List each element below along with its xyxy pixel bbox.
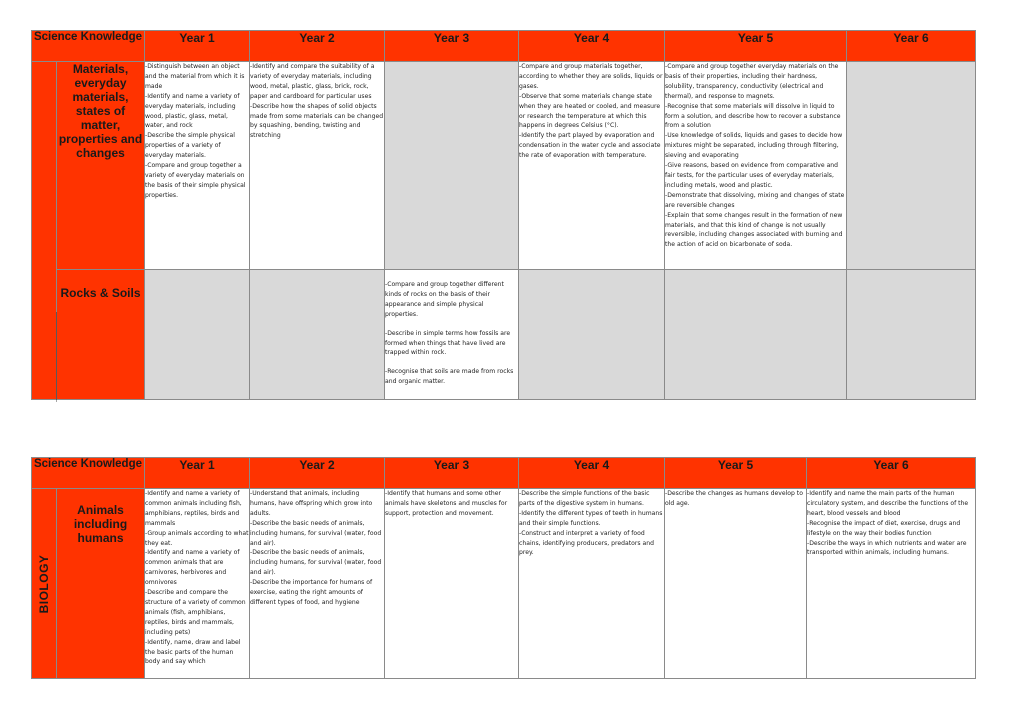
empty-cell	[665, 270, 847, 400]
empty-cell	[385, 62, 519, 270]
cell-line: -Identify the part played by evaporation and condensation in the water cycle and associate the rate of evaporation with temperature.	[519, 132, 661, 160]
year-2-header: Year 2	[250, 458, 385, 489]
year-1-header: Year 1	[145, 31, 250, 62]
cell-line: -Describe the changes as humans develop to old age.	[665, 490, 803, 507]
empty-cell	[847, 62, 976, 270]
cell-line: -Compare and group materials together, according to whether they are solids, liquids or gases.	[519, 63, 663, 90]
cell-line: -Describe the basic needs of animals, including humans, for survival (water, food and air).	[250, 549, 382, 577]
cell-line: -Identify the different types of teeth in humans and their simple functions.	[519, 509, 663, 527]
cell-line: -Identify and name the main parts of the human circulatory system, and describe the functions of the heart, blood vessels and blood	[807, 490, 969, 517]
cell-line: -Recognise that soils are made from rocks and organic matter.	[385, 368, 514, 386]
cell-line: -Identify and compare the suitability of a variety of everyday materials, including wood, metal, plastic, glass, brick, rock, paper and cardboard for particular uses	[250, 63, 375, 100]
cell	[250, 62, 385, 270]
spacer	[385, 358, 518, 367]
cell-line: -Group animals according to what they eat.	[145, 529, 249, 547]
cell-line: -Identify and name a variety of everyday materials, including wood, plastic, glass, metal, water, and rock	[145, 92, 240, 130]
header-row	[32, 458, 976, 489]
cell-line: -Describe the simple physical properties of a variety of everyday materials.	[145, 132, 235, 160]
topic-materials: Materials, everyday materials, states of matter, properties and changes	[57, 62, 145, 270]
table-row	[32, 270, 976, 400]
cell-line: -Explain that some changes result in the formation of new materials, and that this kind of change is not usually reversible, including changes associated with burning and the action of acid on bicarbonate of soda.	[665, 211, 843, 249]
curriculum-table-materials	[31, 30, 976, 400]
biology-label: BIOLOGY	[37, 554, 51, 613]
cell-line: -Describe the importance for humans of exercise, eating the right amounts of different types of food, and hygiene	[250, 579, 373, 606]
cell-line: -Describe and compare the structure of a variety of common animals (fish, amphibians, reptiles, birds and mammals, including pets)	[145, 589, 246, 636]
empty-cell	[145, 270, 250, 400]
science-knowledge-header: Science Knowledge	[32, 31, 145, 62]
cell	[385, 270, 519, 400]
subject-band	[32, 62, 57, 400]
cell-line: -Identify that humans and some other animals have skeletons and muscles for support, protection and movement.	[385, 490, 508, 517]
cell	[145, 62, 250, 270]
year-2-header: Year 2	[250, 31, 385, 62]
cell-line: -Describe how the shapes of solid objects made from some materials can be changed by squashing, bending, twisting and stretching	[250, 102, 384, 140]
cell	[385, 489, 519, 679]
cell-line: -Use knowledge of solids, liquids and gases to decide how mixtures might be separated, including through filtering, sieving and evaporating	[665, 132, 843, 160]
cell-line: -Identify and name a variety of common animals including fish, amphibians, reptiles, birds and mammals	[145, 490, 242, 527]
year-3-header: Year 3	[385, 31, 519, 62]
cell	[807, 489, 976, 679]
science-knowledge-header: Science Knowledge	[32, 458, 145, 489]
cell-line: -Describe the simple functions of the basic parts of the digestive system in humans.	[519, 490, 650, 507]
cell-line: -Construct and interpret a variety of food chains, identifying producers, predators and prey.	[519, 529, 654, 557]
cell	[145, 489, 250, 679]
year-6-header: Year 6	[807, 458, 976, 489]
cell	[519, 62, 665, 270]
table-row	[32, 62, 976, 270]
header-row	[32, 31, 976, 62]
cell-line: -Compare and group together a variety of everyday materials on the basis of their simple physical properties.	[145, 162, 246, 199]
table-row	[32, 489, 976, 679]
year-5-header: Year 5	[665, 31, 847, 62]
cell	[250, 489, 385, 679]
topic-animals: Animals including humans	[57, 489, 145, 679]
empty-cell	[519, 270, 665, 400]
cell	[665, 489, 807, 679]
year-3-header: Year 3	[385, 458, 519, 489]
year-5-header: Year 5	[665, 458, 807, 489]
subject-band	[32, 489, 57, 679]
spacer	[385, 320, 518, 329]
cell-line: -Distinguish between an object and the material from which it is made	[145, 63, 245, 90]
year-1-header: Year 1	[145, 458, 250, 489]
cell-line: -Compare and group together everyday materials on the basis of their properties, including their hardness, solubility, transparency, conductivity (electrical and thermal), and response to magnets.	[665, 63, 839, 100]
cell-line: -Identify and name a variety of common animals that are carnivores, herbivores and omnivores	[145, 549, 240, 587]
cell-line: -Understand that animals, including humans, have offspring which grow into adults.	[250, 490, 373, 517]
year-4-header: Year 4	[519, 31, 665, 62]
cell-line: -Describe in simple terms how fossils are formed when things that have lived are trapped within rock.	[385, 329, 511, 357]
year-4-header: Year 4	[519, 458, 665, 489]
cell-line: -Describe the basic needs of animals, including humans, for survival (water, food and air).	[250, 519, 382, 547]
cell-line: -Recognise the impact of diet, exercise, drugs and lifestyle on the way their bodies function	[807, 519, 961, 537]
cell	[519, 489, 665, 679]
cell-line: -Compare and group together different kinds of rocks on the basis of their appearance and simple physical properties.	[385, 281, 504, 318]
cell-line: -Give reasons, based on evidence from comparative and fair tests, for the particular uses of everyday materials, including metals, wood and plastic.	[665, 162, 839, 189]
empty-cell	[250, 270, 385, 400]
cell-line: -Identify, name, draw and label the basic parts of the human body and say which	[145, 638, 241, 666]
cell-line: -Recognise that some materials will dissolve in liquid to form a solution, and describe how to recover a substance from a solution	[665, 102, 841, 130]
curriculum-table-biology	[31, 457, 976, 679]
topic-rocks-soils: Rocks & Soils	[57, 270, 145, 400]
cell-line: -Demonstrate that dissolving, mixing and changes of state are reversible changes	[665, 191, 845, 209]
cell	[665, 62, 847, 270]
cell-line: -Describe the ways in which nutrients and water are transported within animals, including humans.	[807, 539, 967, 557]
year-6-header: Year 6	[847, 31, 976, 62]
divider-tick	[56, 312, 57, 402]
empty-cell	[847, 270, 976, 400]
cell-line: -Observe that some materials change state when they are heated or cooled, and measure or research the temperature at which this happens in degrees Celsius (°C).	[519, 92, 661, 130]
